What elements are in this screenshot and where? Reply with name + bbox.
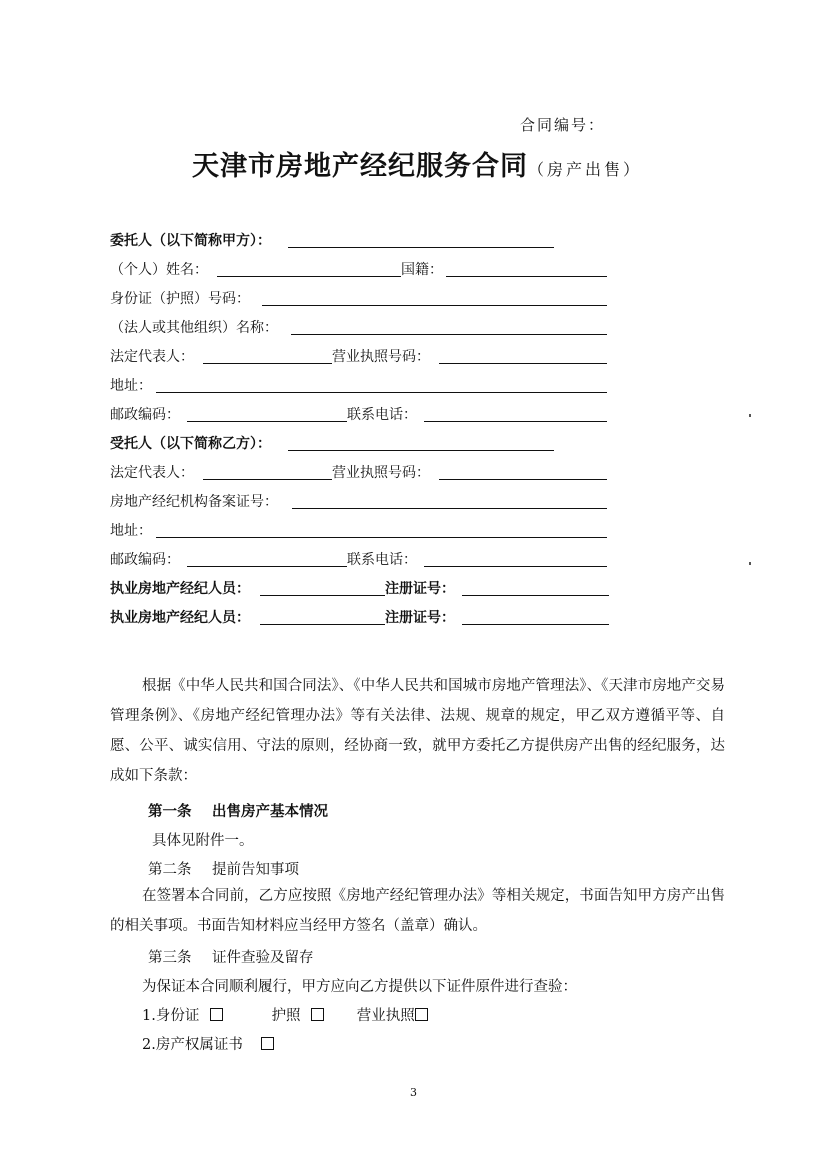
nationality-label: 国籍： — [401, 262, 443, 278]
reg-no-label: 注册证号： — [385, 581, 455, 597]
address-field[interactable] — [156, 392, 607, 393]
postcode-field[interactable] — [187, 566, 347, 567]
name-label: （个人）姓名： — [110, 262, 208, 278]
reg-no-field[interactable] — [462, 624, 609, 625]
article-2-number: 第二条 — [148, 862, 192, 878]
phone-label: 联系电话： — [347, 552, 417, 568]
margin-mark — [749, 562, 751, 565]
name-field[interactable] — [217, 276, 401, 277]
id-field[interactable] — [262, 305, 607, 306]
party-a-heading: 委托人（以下简称甲方）： — [110, 233, 271, 249]
agent-name-field[interactable] — [260, 595, 385, 596]
postcode-field[interactable] — [187, 421, 347, 422]
article-3-number: 第三条 — [148, 950, 192, 966]
reg-no-field[interactable] — [462, 595, 609, 596]
property-certificate-checkbox[interactable] — [261, 1037, 274, 1050]
legal-rep-field[interactable] — [203, 479, 332, 480]
license-label: 营业执照号码： — [332, 465, 430, 481]
preamble-paragraph: 根据《中华人民共和国合同法》、《中华人民共和国城市房地产管理法》、《天津市房地产交易管理条例》、《房地产经纪管理办法》等有关法律、法规、规章的规定，甲乙双方遵循平等、自愿、公平、诚实信用、守法的原则，经协商一致，就甲方委托乙方提供房产出售的经纪服务，达成如下条款： — [110, 678, 725, 784]
license-label: 营业执照号码： — [332, 349, 430, 365]
article-1-number: 第一条 — [148, 803, 192, 820]
agent-label: 执业房地产经纪人员： — [110, 581, 250, 597]
legal-rep-label: 法定代表人： — [110, 465, 194, 481]
article-1-body: 具体见附件一。 — [152, 833, 254, 849]
document-item-2 — [142, 1033, 274, 1054]
title-text: 天津市房地产经纪服务合同 — [192, 151, 528, 182]
phone-field[interactable] — [424, 566, 607, 567]
margin-mark — [749, 414, 751, 417]
agent-label: 执业房地产经纪人员： — [110, 610, 250, 626]
agent-name-field[interactable] — [260, 624, 385, 625]
postcode-label: 邮政编码： — [110, 552, 180, 568]
address-field[interactable] — [156, 537, 607, 538]
id-card-label: 1.身份证 — [142, 1008, 200, 1024]
page-title — [192, 144, 642, 183]
phone-field[interactable] — [424, 421, 607, 422]
article-1-title: 出售房产基本情况 — [212, 803, 328, 820]
filing-field[interactable] — [292, 508, 607, 509]
party-b-name-field[interactable] — [288, 450, 554, 451]
passport-label: 护照 — [271, 1008, 301, 1024]
legal-rep-label: 法定代表人： — [110, 349, 194, 365]
business-license-label: 营业执照 — [356, 1008, 415, 1024]
id-label: 身份证（护照）号码： — [110, 291, 250, 307]
article-3-title: 证件查验及留存 — [212, 950, 314, 966]
party-b-heading: 受托人（以下简称乙方）： — [110, 436, 271, 452]
org-label: （法人或其他组织）名称： — [110, 320, 278, 336]
page-number: 3 — [410, 1086, 417, 1099]
passport-checkbox[interactable] — [311, 1008, 324, 1021]
license-field[interactable] — [439, 363, 607, 364]
article-2-body: 在签署本合同前，乙方应按照《房地产经纪管理办法》等相关规定，书面告知甲方房产出售的相关事项。书面告知材料应当经甲方签名（盖章）确认。 — [110, 888, 725, 934]
legal-rep-field[interactable] — [203, 363, 332, 364]
license-field[interactable] — [439, 479, 607, 480]
id-card-checkbox[interactable] — [210, 1008, 223, 1021]
contract-number-label: 合同编号： — [520, 116, 606, 134]
title-subtitle: （房产出售） — [528, 160, 643, 179]
postcode-label: 邮政编码： — [110, 407, 180, 423]
document-item-1 — [142, 1004, 428, 1025]
filing-label: 房地产经纪机构备案证号： — [110, 494, 278, 510]
property-certificate-label: 2.房产权属证书 — [142, 1037, 243, 1053]
org-field[interactable] — [291, 334, 607, 335]
nationality-field[interactable] — [446, 276, 607, 277]
phone-label: 联系电话： — [347, 407, 417, 423]
party-a-name-field[interactable] — [288, 247, 554, 248]
reg-no-label: 注册证号： — [385, 610, 455, 626]
address-label: 地址： — [110, 378, 152, 394]
address-label: 地址： — [110, 523, 152, 539]
article-3-body: 为保证本合同顺利履行，甲方应向乙方提供以下证件原件进行查验： — [142, 979, 577, 995]
business-license-checkbox[interactable] — [415, 1008, 428, 1021]
article-2-title: 提前告知事项 — [212, 862, 299, 878]
